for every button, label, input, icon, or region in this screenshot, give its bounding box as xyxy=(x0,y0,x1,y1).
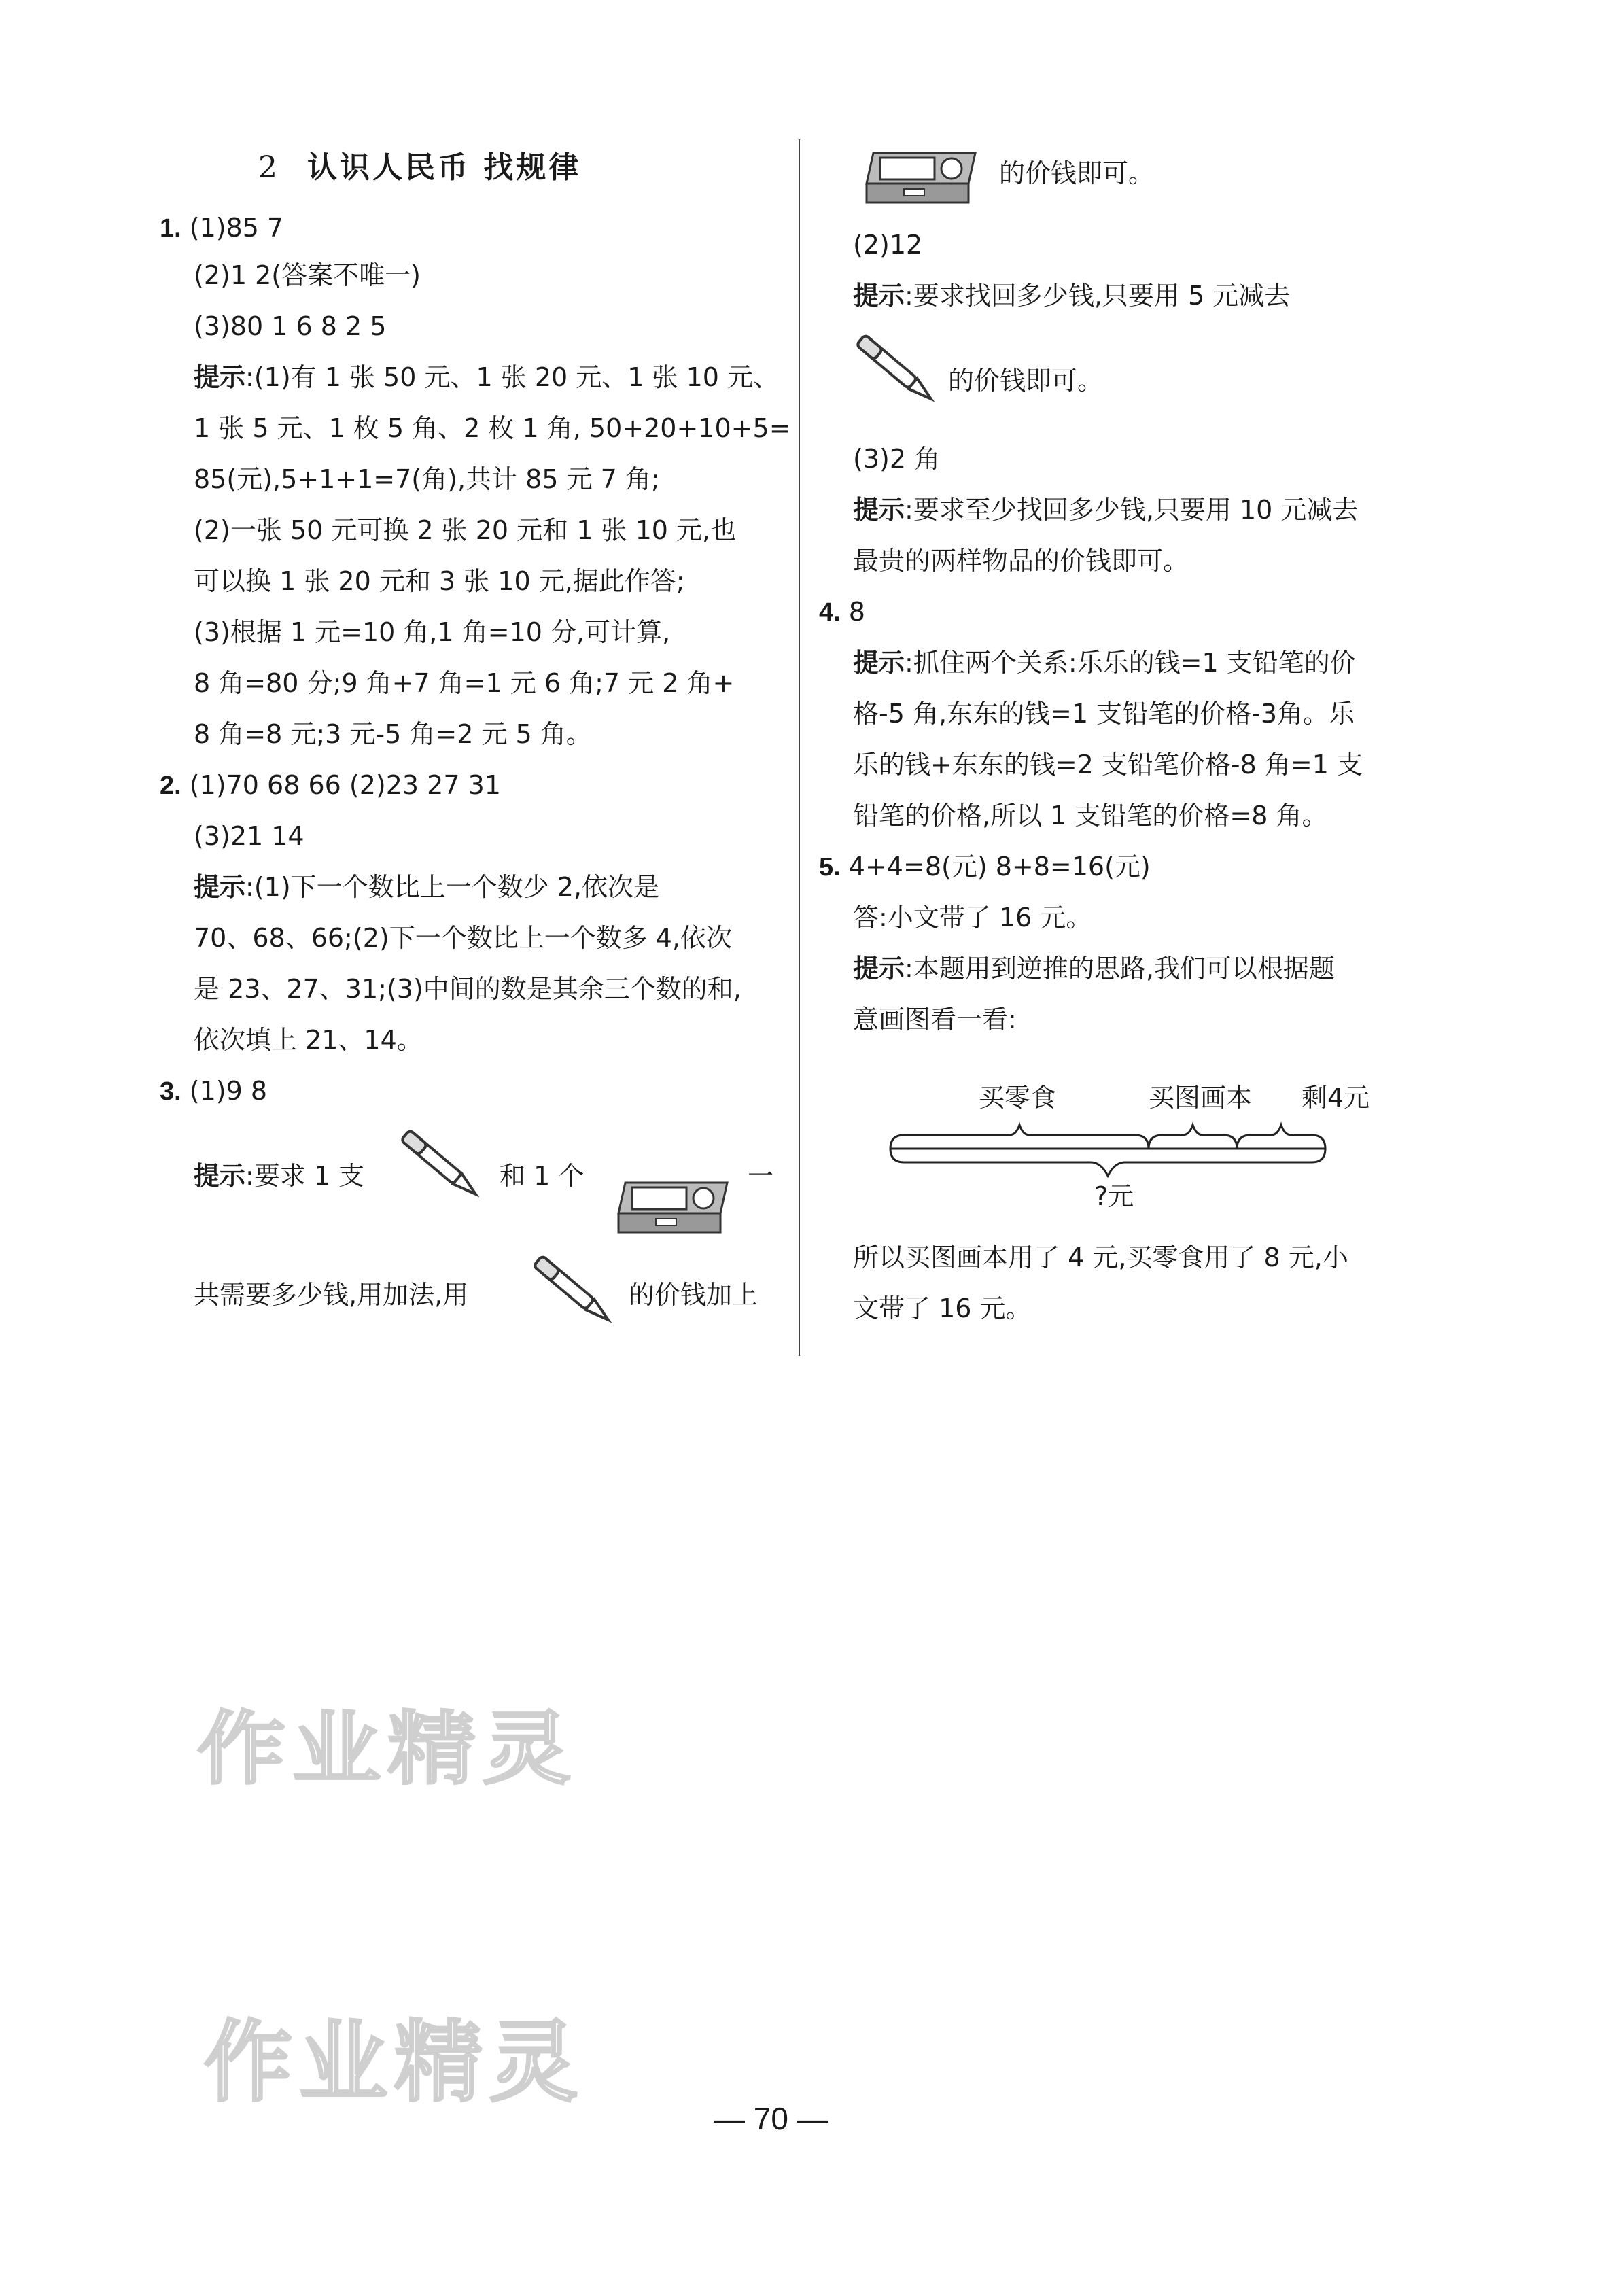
text-line-r13: 5. 4+4=8(元) 8+8=16(元) xyxy=(819,852,1151,882)
text-line-h1e: 可以换 1 张 20 元和 3 张 10 元,据此作答; xyxy=(194,566,685,596)
hint-label: 提示 xyxy=(853,281,905,311)
hint-label: 提示 xyxy=(194,1161,246,1191)
hint-label: 提示 xyxy=(853,495,905,525)
text-line-q3a: 3. (1)9 8 xyxy=(160,1076,268,1106)
text-line-h1f: (3)根据 1 元=10 角,1 角=10 分,可计算, xyxy=(194,617,671,647)
text-line-r7: 最贵的两样物品的价钱即可。 xyxy=(853,546,1189,576)
text-line-h1h: 8 角=8 元;3 元-5 角=2 元 5 角。 xyxy=(194,719,592,749)
diagram-label-snack: 买零食 xyxy=(979,1083,1057,1113)
watermark: 作业精灵 xyxy=(204,2011,585,2114)
question-number: 1. xyxy=(160,214,181,243)
diagram-label-drawing-book: 买图画本 xyxy=(1149,1083,1253,1113)
brace-diagram xyxy=(887,1121,1410,1196)
question-number: 3. xyxy=(160,1077,181,1106)
diagram-total-label: ?元 xyxy=(1094,1181,1134,1211)
hint-label: 提示 xyxy=(853,648,905,678)
text-line-h3e: 的价钱加上 xyxy=(629,1280,758,1310)
diagram-label-remaining: 剩4元 xyxy=(1302,1083,1370,1113)
text-line-h3c: 一 xyxy=(748,1161,774,1191)
pencil-case-icon xyxy=(860,143,982,211)
text-line-h3a: 提示:要求 1 支 xyxy=(194,1161,365,1191)
column-divider xyxy=(799,139,800,1356)
pen-icon xyxy=(853,319,941,421)
text-line-r17: 所以买图画本用了 4 元,买零食用了 8 元,小 xyxy=(853,1242,1348,1272)
pencil-case-icon xyxy=(612,1172,734,1240)
text-line-r16: 意画图看一看: xyxy=(853,1005,1017,1034)
question-number: 2. xyxy=(160,771,181,800)
text-line-h2d: 依次填上 21、14。 xyxy=(194,1025,423,1055)
question-number: 4. xyxy=(819,598,841,627)
text-line-r18: 文带了 16 元。 xyxy=(853,1293,1032,1323)
text-line-q1a: 1. (1)85 7 xyxy=(160,213,284,243)
text-line-r3: 提示:要求找回多少钱,只要用 5 元减去 xyxy=(853,281,1291,311)
text-line-h2b: 70、68、66;(2)下一个数比上一个数多 4,依次 xyxy=(194,923,733,953)
text-line-r10: 格-5 角,东东的钱=1 支铅笔的价格-3角。乐 xyxy=(853,699,1355,729)
page-number: — 70 — xyxy=(714,2101,828,2136)
text-line-h1b: 1 张 5 元、1 枚 5 角、2 枚 1 角, 50+20+10+5= xyxy=(194,413,791,443)
text-line-h1c: 85(元),5+1+1=7(角),共计 85 元 7 角; xyxy=(194,464,660,494)
text-line-r12: 铅笔的价格,所以 1 支铅笔的价格=8 角。 xyxy=(853,801,1328,831)
pen-icon xyxy=(523,1237,625,1346)
text-line-r15: 提示:本题用到逆推的思路,我们可以根据题 xyxy=(853,954,1335,984)
text-line-r14: 答:小文带了 16 元。 xyxy=(853,903,1092,933)
section-number: 2 xyxy=(258,150,280,185)
text-line-r9: 提示:抓住两个关系:乐乐的钱=1 支铅笔的价 xyxy=(853,648,1356,678)
text-line-r4: 的价钱即可。 xyxy=(948,366,1104,396)
pen-icon xyxy=(391,1115,493,1217)
text-line-h3d: 共需要多少钱,用加法,用 xyxy=(194,1280,469,1310)
hint-label: 提示 xyxy=(194,872,246,902)
text-line-r5: (3)2 角 xyxy=(853,444,941,474)
text-line-h3b: 和 1 个 xyxy=(500,1161,584,1191)
text-line-q1b: (2)1 2(答案不唯一) xyxy=(194,260,421,290)
text-line-h2c: 是 23、27、31;(3)中间的数是其余三个数的和, xyxy=(194,974,741,1004)
text-line-q2b: (3)21 14 xyxy=(194,821,304,851)
section-title xyxy=(258,143,581,186)
text-line-q1c: (3)80 1 6 8 2 5 xyxy=(194,311,387,341)
hint-label: 提示 xyxy=(853,954,905,984)
text-line-r2: (2)12 xyxy=(853,230,923,260)
text-line-r11: 乐的钱+东东的钱=2 支铅笔价格-8 角=1 支 xyxy=(853,750,1363,780)
text-line-h1d: (2)一张 50 元可换 2 张 20 元和 1 张 10 元,也 xyxy=(194,515,737,545)
text-line-r8: 4. 8 xyxy=(819,597,865,627)
text-line-r6: 提示:要求至少找回多少钱,只要用 10 元减去 xyxy=(853,495,1359,525)
section-title-text: 认识人民币 找规律 xyxy=(307,150,582,185)
text-line-h1g: 8 角=80 分;9 角+7 角=1 元 6 角;7 元 2 角+ xyxy=(194,668,735,698)
question-number: 5. xyxy=(819,853,841,882)
hint-label: 提示 xyxy=(194,362,246,392)
text-line-h2a: 提示:(1)下一个数比上一个数少 2,依次是 xyxy=(194,872,659,902)
text-line-q2a: 2. (1)70 68 66 (2)23 27 31 xyxy=(160,770,501,800)
text-line-r1: 的价钱即可。 xyxy=(999,158,1155,188)
watermark: 作业精灵 xyxy=(197,1702,578,1796)
text-line-h1a: 提示:(1)有 1 张 50 元、1 张 20 元、1 张 10 元、 xyxy=(194,362,780,392)
